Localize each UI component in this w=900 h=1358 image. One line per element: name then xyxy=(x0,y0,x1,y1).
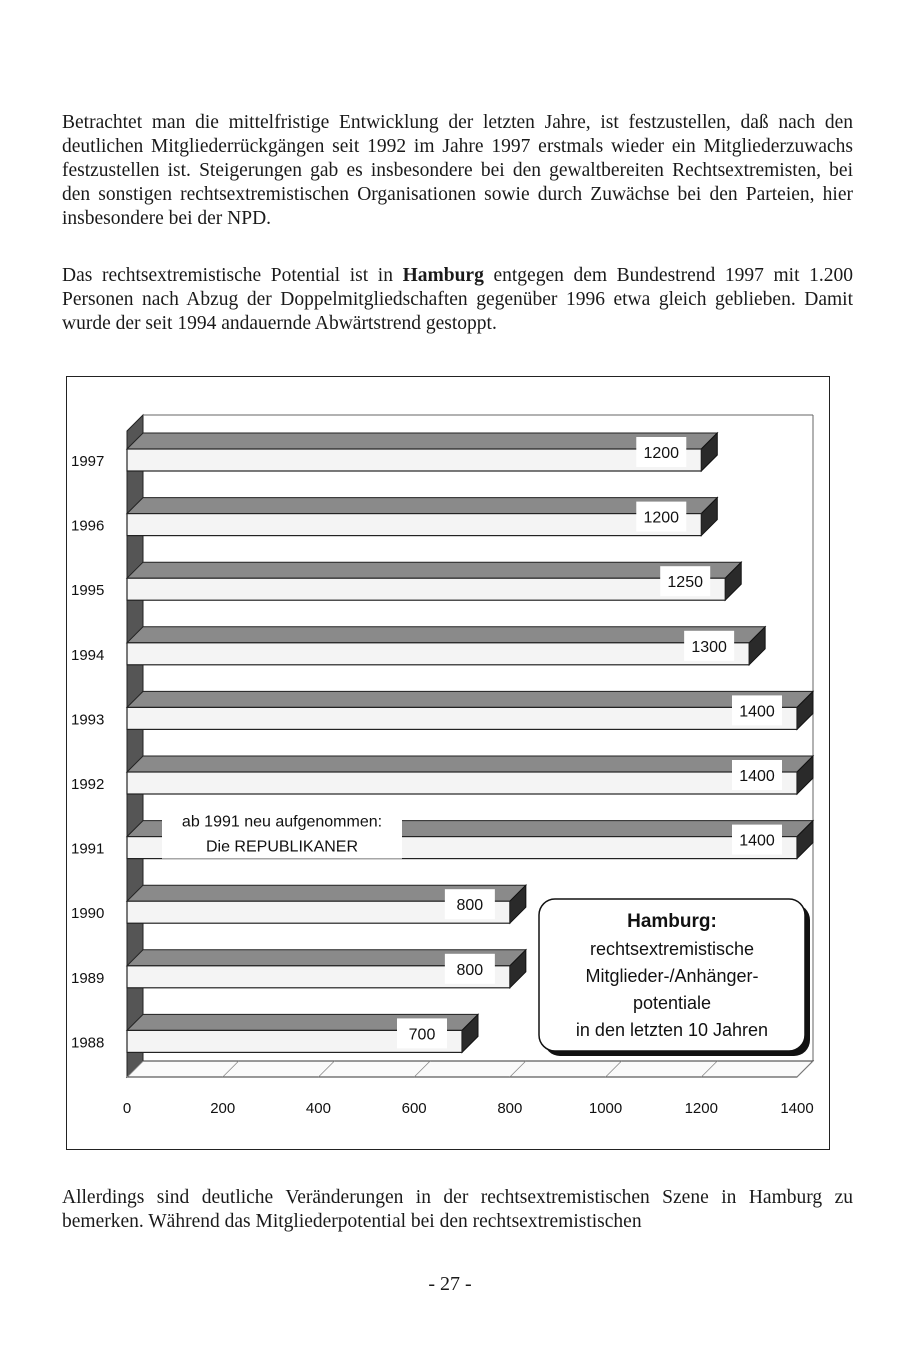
bar xyxy=(127,772,797,794)
data-label: 1400 xyxy=(739,703,775,721)
y-category-label: 1994 xyxy=(71,646,105,664)
paragraph-changes xyxy=(62,1186,853,1234)
data-label: 1400 xyxy=(739,832,775,850)
x-tick-label: 0 xyxy=(122,1100,132,1117)
bar-chart xyxy=(67,377,831,1151)
x-tick-label: 400 xyxy=(305,1100,331,1117)
title-box-line: in den letzten 10 Jahren xyxy=(575,1020,769,1040)
x-tick-label: 200 xyxy=(210,1100,236,1117)
bar xyxy=(127,578,725,600)
title-box-line: Mitglieder-/Anhänger- xyxy=(585,966,759,986)
title-box-line: potentiale xyxy=(632,993,712,1013)
x-tick-label: 1400 xyxy=(780,1100,814,1117)
bar xyxy=(127,514,701,536)
paragraph-intro-text: Betrachtet man die mittelfristige Entwicklung der letzten Jahre, ist festzustellen, daß nach den deutlichen Mitgliederrückgängen seit 1992 im Jahre 1997 erstmals wieder ein Mitgliederzuwachs festzustellen ist. Steigerungen gab es insbesondere bei den gewaltbereiten Rechtsextremisten, bei den sonstigen rechtsextremistischen Organisationen sowie durch Zuwächse bei den Parteien, hier insbesondere bei der NPD. xyxy=(62,112,853,229)
paragraph-hamburg-text-b: entgegen dem Bundestrend 1997 mit 1.200 Personen nach Abzug der Doppelmitgliedschaften gegenüber 1996 etwa gleich geblieben. Damit wurde der seit 1994 andauernde Abwärtstrend gestoppt. xyxy=(62,265,854,334)
data-label: 800 xyxy=(456,961,484,979)
x-tick-label: 1200 xyxy=(684,1100,718,1117)
y-category-label: 1995 xyxy=(71,582,105,600)
bar xyxy=(127,449,701,471)
annotation-line-2: Die REPUBLIKANER xyxy=(205,838,359,856)
y-category-label: 1989 xyxy=(71,969,105,987)
y-category-label: 1996 xyxy=(71,517,105,535)
title-box-line: rechtsextremistische xyxy=(589,939,755,959)
data-label: 1200 xyxy=(643,509,680,527)
y-category-label: 1991 xyxy=(71,840,105,858)
y-category-label: 1997 xyxy=(71,453,105,470)
bar-top-face xyxy=(127,498,717,514)
y-category-label: 1988 xyxy=(71,1034,105,1052)
bar-top-face xyxy=(127,433,717,449)
y-category-label: 1990 xyxy=(71,905,105,923)
data-label: 1250 xyxy=(667,574,704,592)
data-label: 1200 xyxy=(643,445,680,462)
bar-top-face xyxy=(127,562,741,578)
data-label: 1400 xyxy=(739,768,775,785)
page-number: - 27 - xyxy=(428,1273,472,1295)
data-label: 800 xyxy=(456,897,484,915)
data-label: 1300 xyxy=(691,638,727,656)
x-tick-label: 600 xyxy=(401,1100,427,1117)
paragraph-changes-text: Allerdings sind deutliche Veränderungen in der rechtsextremistischen Szene in Hamburg zu bemerken. Während das Mitgliederpotential bei den rechtsextremistischen xyxy=(62,1187,853,1232)
y-category-label: 1992 xyxy=(71,776,105,793)
bar xyxy=(127,707,797,729)
bar-top-face xyxy=(127,756,813,772)
x-tick-label: 1000 xyxy=(588,1100,623,1117)
bar-top-face xyxy=(127,627,765,643)
x-tick-label: 800 xyxy=(497,1100,523,1117)
bar-top-face xyxy=(127,691,813,707)
chart-floor xyxy=(127,1061,813,1077)
chart-frame xyxy=(66,376,830,1150)
paragraph-hamburg-bold: Hamburg xyxy=(402,265,484,286)
paragraph-hamburg-text-a: Das rechtsextremistische Potential ist in xyxy=(62,265,403,286)
data-label: 700 xyxy=(408,1026,436,1044)
annotation-line-1: ab 1991 neu aufgenommen: xyxy=(181,813,383,831)
bar xyxy=(127,643,749,665)
title-box-heading: Hamburg: xyxy=(627,911,717,932)
paragraph-hamburg xyxy=(62,264,853,336)
paragraph-intro xyxy=(62,111,853,231)
y-category-label: 1993 xyxy=(71,711,105,729)
